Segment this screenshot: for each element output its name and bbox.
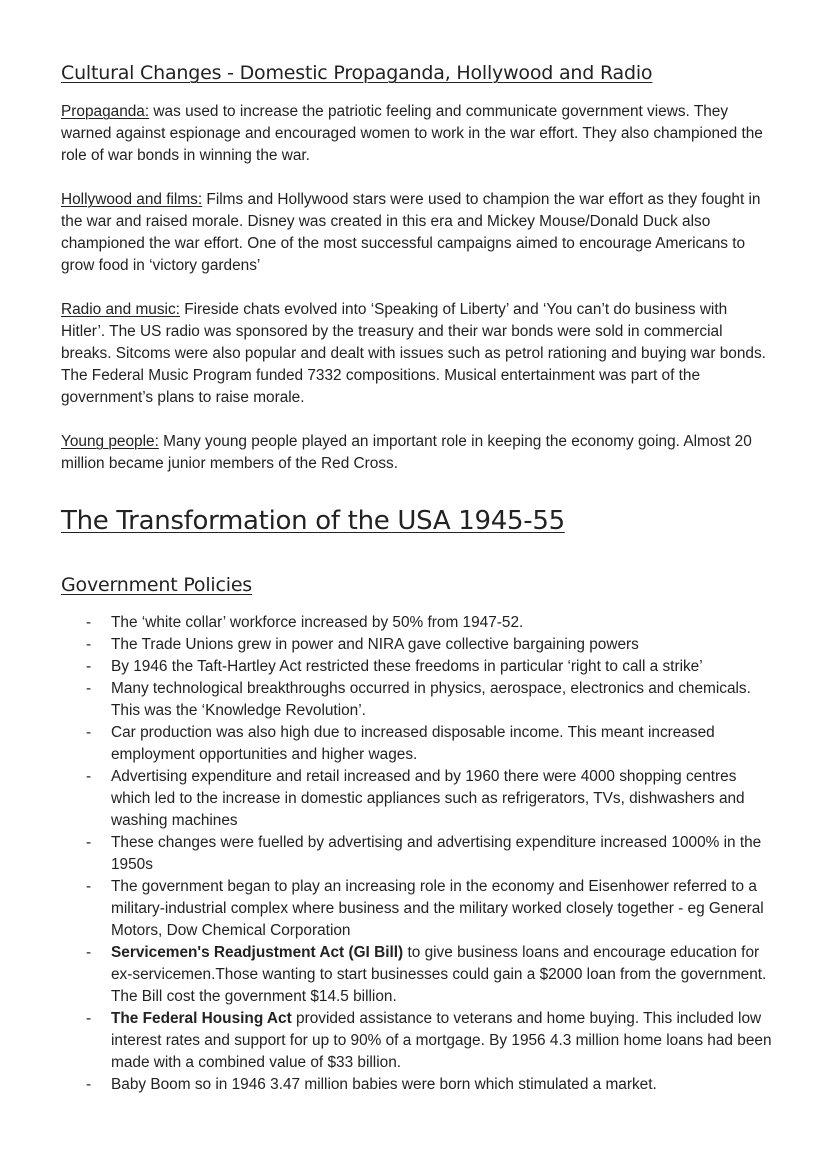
list-item: - Baby Boom so in 1946 3.47 million babies were born which stimulated a market. bbox=[61, 1074, 776, 1096]
paragraph-radio bbox=[61, 299, 771, 409]
paragraph-propaganda bbox=[61, 101, 771, 167]
paragraph-label: Hollywood and films: bbox=[61, 191, 203, 208]
bullet-dash: - bbox=[86, 944, 92, 961]
bullet-dash: - bbox=[86, 1010, 92, 1027]
list-item: - Advertising expenditure and retail increased and by 1960 there were 4000 shopping centres which led to the increase in domestic appliances such as refrigerators, TVs, dishwashers and washing machines bbox=[86, 768, 745, 829]
paragraph-label: Propaganda: bbox=[61, 103, 150, 120]
paragraph-text: was used to increase the patriotic feeling and communicate government views. They warned against espionage and encouraged women to work in the war effort. They also championed the role of war bonds in winning the war. bbox=[61, 103, 763, 164]
list-item: - Car production was also high due to increased disposable income. This meant increased employment opportunities and higher wages. bbox=[86, 724, 715, 763]
list-item: - Many technological breakthroughs occurred in physics, aerospace, electronics and chemicals. This was the ‘Knowledge Revolution’. bbox=[86, 680, 751, 719]
list-item: - The Federal Housing Act provided assistance to veterans and home buying. This included low interest rates and support for up to 90% of a mortgage. By 1956 4.3 million home loans had been made with a combined value of $33 billion. bbox=[86, 1010, 772, 1071]
list-item: - By 1946 the Taft-Hartley Act restricted these freedoms in particular ‘right to call a strike’ bbox=[61, 656, 776, 678]
list-item: - The ‘white collar’ workforce increased by 50% from 1947-52. bbox=[61, 612, 776, 634]
policy-bullet-list bbox=[61, 612, 776, 1096]
section-heading-cultural-changes: Cultural Changes - Domestic Propaganda, Hollywood and Radio bbox=[61, 62, 653, 84]
section-heading-government-policies: Government Policies bbox=[61, 574, 253, 596]
bullet-dash: - bbox=[86, 658, 92, 675]
bullet-dash: - bbox=[86, 834, 92, 851]
bullet-dash: - bbox=[86, 636, 92, 653]
bullet-dash: - bbox=[86, 680, 92, 697]
list-item: - Servicemen's Readjustment Act (GI Bill) to give business loans and encourage education for ex-servicemen.Those wanting to start businesses could gain a $2000 loan from the government. The Bill cost the government $14.5 billion. bbox=[86, 944, 767, 1005]
list-item: - The government began to play an increasing role in the economy and Eisenhower referred to a military-industrial complex where business and the military worked closely together - eg General Motors, Dow Chemical Corporation bbox=[86, 878, 764, 939]
paragraph-text: Films and Hollywood stars were used to champion the war effort as they fought in the war and raised morale. Disney was created in this era and Mickey Mouse/Donald Duck also championed the war effort. One of the most successful campaigns aimed to encourage Americans to grow food in ‘victory gardens’ bbox=[61, 191, 761, 274]
bullet-dash: - bbox=[86, 878, 92, 895]
bullet-dash: - bbox=[86, 768, 92, 785]
paragraph-text: Fireside chats evolved into ‘Speaking of Liberty’ and ‘You can’t do business with Hitler’. The US radio was sponsored by the treasury and their war bonds were sold in commercial breaks. Sitcoms were also popular and dealt with issues such as petrol rationing and buying war bonds. The Federal Music Program funded 7332 compositions. Musical entertainment was part of the government’s plans to raise morale. bbox=[61, 301, 766, 406]
bullet-dash: - bbox=[86, 614, 92, 631]
list-item: - These changes were fuelled by advertising and advertising expenditure increased 1000% in the 1950s bbox=[86, 834, 762, 873]
paragraph-text: Many young people played an important role in keeping the economy going. Almost 20 million became junior members of the Red Cross. bbox=[61, 433, 752, 472]
paragraph-young-people bbox=[61, 431, 771, 475]
bullet-dash: - bbox=[86, 724, 92, 741]
bullet-dash: - bbox=[86, 1076, 92, 1093]
paragraph-label: Young people: bbox=[61, 433, 159, 450]
page-title-transformation: The Transformation of the USA 1945-55 bbox=[61, 506, 565, 536]
paragraph-label: Radio and music: bbox=[61, 301, 180, 318]
paragraph-hollywood bbox=[61, 189, 771, 277]
list-item: - The Trade Unions grew in power and NIRA gave collective bargaining powers bbox=[61, 634, 776, 656]
